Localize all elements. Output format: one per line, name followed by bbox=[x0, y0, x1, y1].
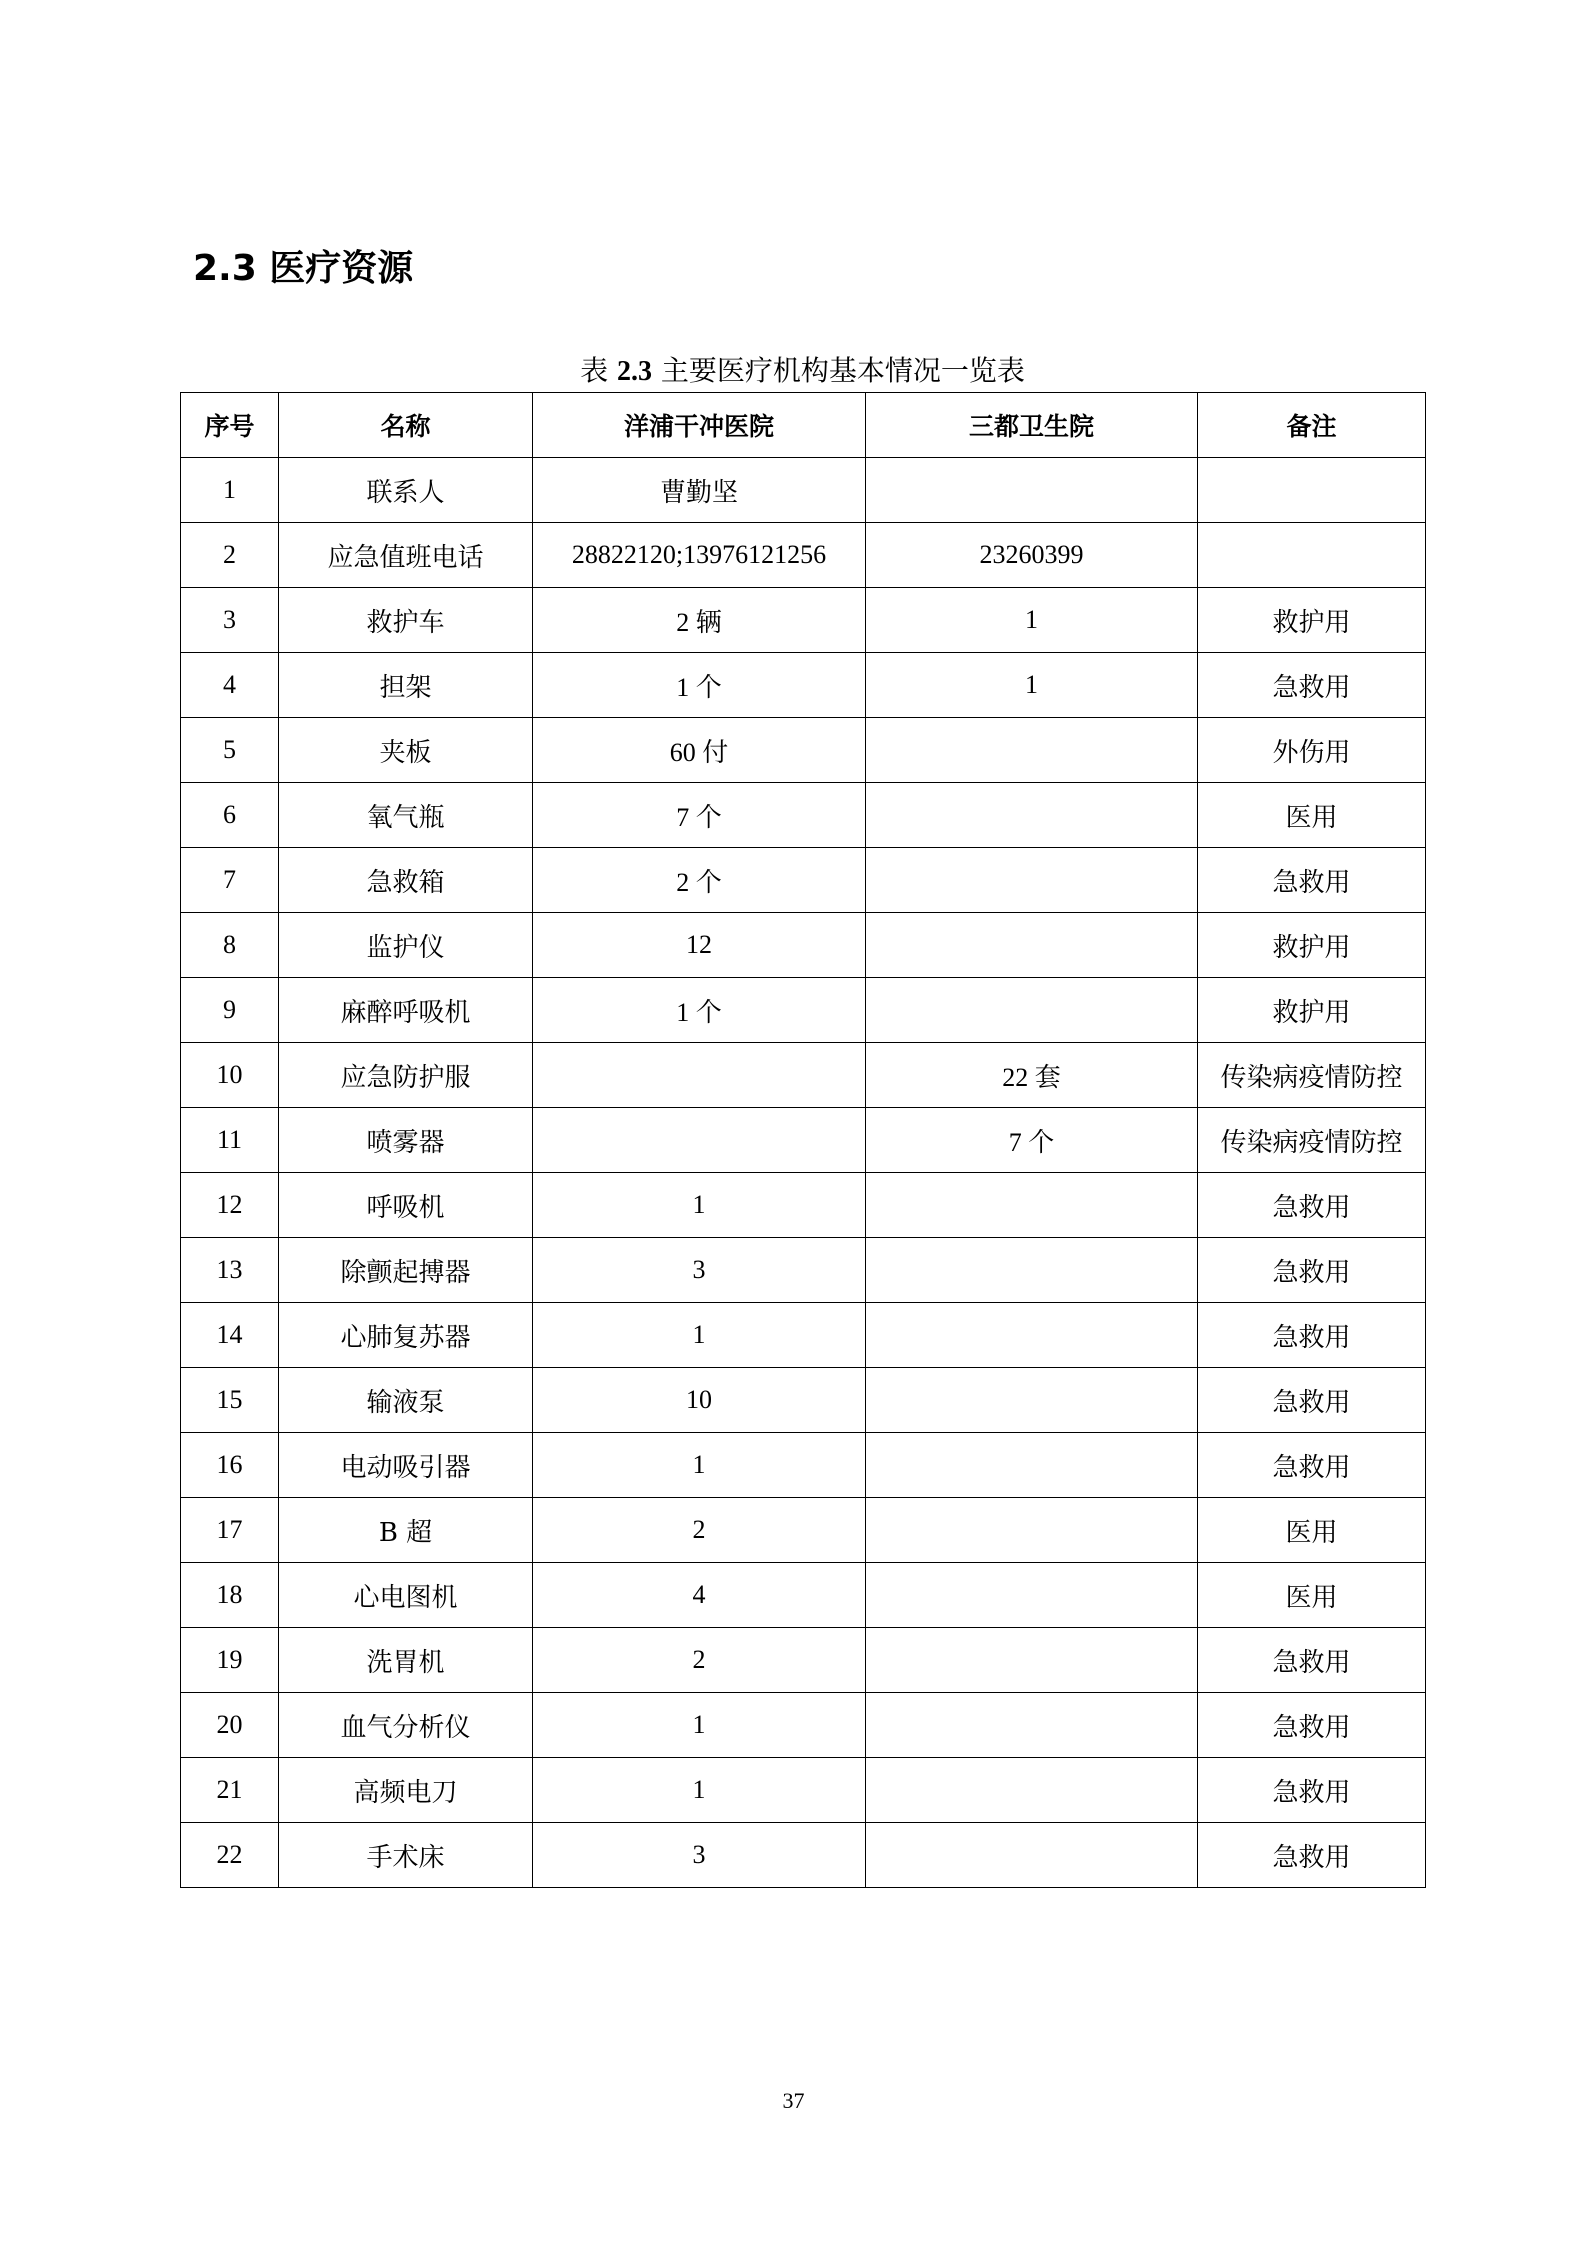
cell-sandu-clinic bbox=[866, 1498, 1198, 1563]
cell-index: 22 bbox=[181, 1823, 279, 1888]
cell-yangpu-hospital bbox=[533, 1108, 866, 1173]
cell-index: 18 bbox=[181, 1563, 279, 1628]
caption-prefix: 表 bbox=[580, 354, 617, 387]
cell-yangpu-hospital: 28822120;13976121256 bbox=[533, 523, 866, 588]
medical-resources-table bbox=[180, 392, 1426, 1888]
cell-yangpu-hospital: 1 bbox=[533, 1303, 866, 1368]
cell-index: 17 bbox=[181, 1498, 279, 1563]
cell-remark: 急救用 bbox=[1198, 1693, 1426, 1758]
table-row bbox=[181, 588, 1426, 653]
table-row bbox=[181, 1823, 1426, 1888]
section-heading: 2.3 医疗资源 bbox=[193, 248, 414, 289]
table-row bbox=[181, 783, 1426, 848]
cell-name: 应急防护服 bbox=[279, 1043, 533, 1108]
caption-number: 2.3 bbox=[617, 356, 652, 387]
cell-name: 氧气瓶 bbox=[279, 783, 533, 848]
cell-sandu-clinic bbox=[866, 783, 1198, 848]
cell-remark: 急救用 bbox=[1198, 1368, 1426, 1433]
cell-index: 11 bbox=[181, 1108, 279, 1173]
cell-index: 7 bbox=[181, 848, 279, 913]
cell-yangpu-hospital: 1 bbox=[533, 1173, 866, 1238]
cell-name: 手术床 bbox=[279, 1823, 533, 1888]
cell-remark bbox=[1198, 523, 1426, 588]
cell-remark: 急救用 bbox=[1198, 1303, 1426, 1368]
cell-index: 6 bbox=[181, 783, 279, 848]
cell-yangpu-hospital: 3 bbox=[533, 1823, 866, 1888]
cell-index: 4 bbox=[181, 653, 279, 718]
cell-yangpu-hospital: 1 bbox=[533, 1758, 866, 1823]
cell-sandu-clinic: 1 bbox=[866, 653, 1198, 718]
cell-index: 19 bbox=[181, 1628, 279, 1693]
cell-name: 呼吸机 bbox=[279, 1173, 533, 1238]
cell-sandu-clinic bbox=[866, 1238, 1198, 1303]
cell-sandu-clinic bbox=[866, 718, 1198, 783]
cell-index: 3 bbox=[181, 588, 279, 653]
cell-sandu-clinic bbox=[866, 1563, 1198, 1628]
table-row bbox=[181, 1043, 1426, 1108]
cell-sandu-clinic bbox=[866, 1823, 1198, 1888]
table-row bbox=[181, 458, 1426, 523]
cell-name: B 超 bbox=[279, 1498, 533, 1563]
table-header-row bbox=[181, 393, 1426, 458]
cell-remark: 急救用 bbox=[1198, 1628, 1426, 1693]
cell-remark: 医用 bbox=[1198, 783, 1426, 848]
cell-name: 洗胃机 bbox=[279, 1628, 533, 1693]
cell-sandu-clinic bbox=[866, 1758, 1198, 1823]
table-row bbox=[181, 1563, 1426, 1628]
cell-yangpu-hospital: 2 bbox=[533, 1628, 866, 1693]
cell-sandu-clinic bbox=[866, 1693, 1198, 1758]
table-row bbox=[181, 1433, 1426, 1498]
cell-sandu-clinic bbox=[866, 913, 1198, 978]
table-row bbox=[181, 1108, 1426, 1173]
table-row bbox=[181, 1628, 1426, 1693]
header-yangpu-hospital: 洋浦干冲医院 bbox=[533, 393, 866, 458]
cell-name: 心电图机 bbox=[279, 1563, 533, 1628]
cell-remark: 救护用 bbox=[1198, 588, 1426, 653]
cell-sandu-clinic: 22 套 bbox=[866, 1043, 1198, 1108]
cell-sandu-clinic: 1 bbox=[866, 588, 1198, 653]
cell-name: 联系人 bbox=[279, 458, 533, 523]
cell-remark: 急救用 bbox=[1198, 1238, 1426, 1303]
cell-yangpu-hospital bbox=[533, 1043, 866, 1108]
table-row bbox=[181, 1368, 1426, 1433]
table-row bbox=[181, 718, 1426, 783]
cell-remark bbox=[1198, 458, 1426, 523]
cell-name: 担架 bbox=[279, 653, 533, 718]
cell-index: 9 bbox=[181, 978, 279, 1043]
table-row bbox=[181, 1693, 1426, 1758]
cell-index: 21 bbox=[181, 1758, 279, 1823]
cell-index: 15 bbox=[181, 1368, 279, 1433]
cell-yangpu-hospital: 2 辆 bbox=[533, 588, 866, 653]
cell-sandu-clinic bbox=[866, 1368, 1198, 1433]
cell-yangpu-hospital: 2 个 bbox=[533, 848, 866, 913]
header-index: 序号 bbox=[181, 393, 279, 458]
cell-remark: 急救用 bbox=[1198, 1433, 1426, 1498]
cell-sandu-clinic bbox=[866, 458, 1198, 523]
table-row bbox=[181, 1498, 1426, 1563]
cell-yangpu-hospital: 4 bbox=[533, 1563, 866, 1628]
cell-yangpu-hospital: 12 bbox=[533, 913, 866, 978]
header-name: 名称 bbox=[279, 393, 533, 458]
cell-sandu-clinic bbox=[866, 978, 1198, 1043]
cell-remark: 传染病疫情防控 bbox=[1198, 1043, 1426, 1108]
cell-name: 血气分析仪 bbox=[279, 1693, 533, 1758]
cell-name: 急救箱 bbox=[279, 848, 533, 913]
table-row bbox=[181, 1238, 1426, 1303]
page-number: 37 bbox=[782, 2088, 805, 2113]
cell-index: 5 bbox=[181, 718, 279, 783]
table-row bbox=[181, 913, 1426, 978]
cell-index: 16 bbox=[181, 1433, 279, 1498]
cell-name: 高频电刀 bbox=[279, 1758, 533, 1823]
cell-sandu-clinic bbox=[866, 1628, 1198, 1693]
cell-index: 2 bbox=[181, 523, 279, 588]
table-body bbox=[181, 458, 1426, 1888]
table-row bbox=[181, 978, 1426, 1043]
cell-remark: 医用 bbox=[1198, 1498, 1426, 1563]
cell-sandu-clinic bbox=[866, 1303, 1198, 1368]
header-sandu-clinic: 三都卫生院 bbox=[866, 393, 1198, 458]
cell-name: 夹板 bbox=[279, 718, 533, 783]
cell-remark: 急救用 bbox=[1198, 848, 1426, 913]
cell-name: 除颤起搏器 bbox=[279, 1238, 533, 1303]
cell-name: 心肺复苏器 bbox=[279, 1303, 533, 1368]
cell-index: 10 bbox=[181, 1043, 279, 1108]
table-row bbox=[181, 848, 1426, 913]
cell-sandu-clinic: 23260399 bbox=[866, 523, 1198, 588]
cell-yangpu-hospital: 10 bbox=[533, 1368, 866, 1433]
cell-remark: 医用 bbox=[1198, 1563, 1426, 1628]
cell-name: 电动吸引器 bbox=[279, 1433, 533, 1498]
table-row bbox=[181, 653, 1426, 718]
cell-yangpu-hospital: 1 bbox=[533, 1433, 866, 1498]
cell-sandu-clinic bbox=[866, 1173, 1198, 1238]
cell-remark: 外伤用 bbox=[1198, 718, 1426, 783]
cell-index: 12 bbox=[181, 1173, 279, 1238]
cell-remark: 传染病疫情防控 bbox=[1198, 1108, 1426, 1173]
cell-sandu-clinic: 7 个 bbox=[866, 1108, 1198, 1173]
cell-index: 20 bbox=[181, 1693, 279, 1758]
cell-sandu-clinic bbox=[866, 1433, 1198, 1498]
cell-index: 8 bbox=[181, 913, 279, 978]
cell-yangpu-hospital: 7 个 bbox=[533, 783, 866, 848]
cell-sandu-clinic bbox=[866, 848, 1198, 913]
cell-name: 麻醉呼吸机 bbox=[279, 978, 533, 1043]
table-row bbox=[181, 1303, 1426, 1368]
cell-name: 监护仪 bbox=[279, 913, 533, 978]
cell-name: 喷雾器 bbox=[279, 1108, 533, 1173]
cell-yangpu-hospital: 3 bbox=[533, 1238, 866, 1303]
cell-remark: 急救用 bbox=[1198, 653, 1426, 718]
table-caption bbox=[180, 350, 1425, 393]
cell-remark: 急救用 bbox=[1198, 1758, 1426, 1823]
cell-yangpu-hospital: 1 个 bbox=[533, 653, 866, 718]
table-row bbox=[181, 1758, 1426, 1823]
cell-yangpu-hospital: 曹勤坚 bbox=[533, 458, 866, 523]
cell-index: 14 bbox=[181, 1303, 279, 1368]
caption-title: 主要医疗机构基本情况一览表 bbox=[652, 354, 1025, 387]
cell-yangpu-hospital: 1 个 bbox=[533, 978, 866, 1043]
cell-yangpu-hospital: 1 bbox=[533, 1693, 866, 1758]
cell-index: 13 bbox=[181, 1238, 279, 1303]
table-row bbox=[181, 523, 1426, 588]
cell-remark: 急救用 bbox=[1198, 1823, 1426, 1888]
table-row bbox=[181, 1173, 1426, 1238]
cell-remark: 救护用 bbox=[1198, 913, 1426, 978]
cell-yangpu-hospital: 60 付 bbox=[533, 718, 866, 783]
cell-remark: 急救用 bbox=[1198, 1173, 1426, 1238]
cell-name: 应急值班电话 bbox=[279, 523, 533, 588]
cell-index: 1 bbox=[181, 458, 279, 523]
cell-remark: 救护用 bbox=[1198, 978, 1426, 1043]
cell-name: 输液泵 bbox=[279, 1368, 533, 1433]
header-remark: 备注 bbox=[1198, 393, 1426, 458]
cell-name: 救护车 bbox=[279, 588, 533, 653]
cell-yangpu-hospital: 2 bbox=[533, 1498, 866, 1563]
